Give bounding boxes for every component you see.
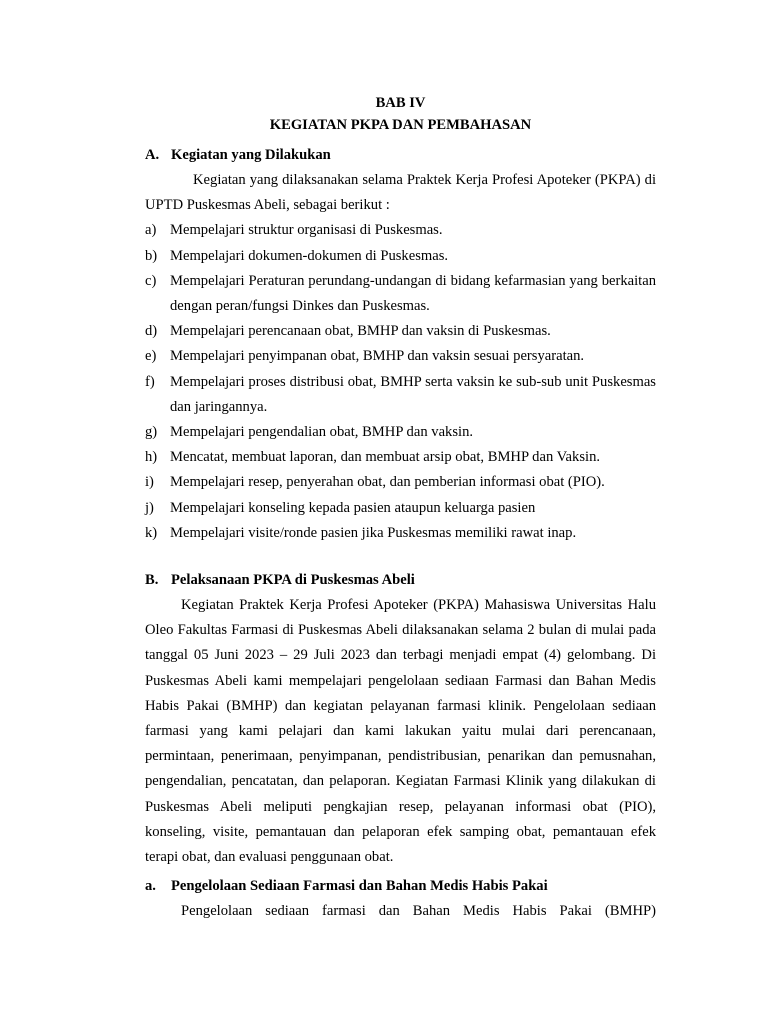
list-item-label: d) <box>145 323 158 340</box>
list-item-label: f) <box>145 373 155 390</box>
list-item <box>145 496 656 521</box>
list-item-label: g) <box>145 424 158 441</box>
document-page <box>145 92 656 924</box>
list-item-label: b) <box>145 247 158 264</box>
list-item <box>145 370 656 420</box>
list-item-label: j) <box>145 499 154 516</box>
list-item <box>145 420 656 445</box>
chapter-number: BAB IV <box>375 95 426 111</box>
list-item-text: Mempelajari proses distribusi obat, BMHP serta vaksin ke sub-sub unit Puskesmas dan jaringannya. <box>170 373 656 415</box>
subsection-a-heading <box>145 874 656 899</box>
list-item <box>145 445 656 470</box>
list-item-text: Mempelajari perencanaan obat, BMHP dan vaksin di Puskesmas. <box>170 323 551 340</box>
list-item <box>145 470 656 495</box>
list-item-label: k) <box>145 524 158 541</box>
list-item-text: Mempelajari resep, penyerahan obat, dan pemberian informasi obat (PIO). <box>170 474 605 491</box>
list-item-label: e) <box>145 348 157 365</box>
list-item-label: h) <box>145 449 158 466</box>
list-item-text: Mempelajari konseling kepada pasien ataupun keluarga pasien <box>170 499 536 516</box>
list-item-text: Mempelajari penyimpanan obat, BMHP dan vaksin sesuai persyaratan. <box>170 348 585 365</box>
list-item <box>145 344 656 369</box>
list-item-text: Mencatat, membuat laporan, dan membuat arsip obat, BMHP dan Vaksin. <box>170 449 601 466</box>
section-a-label: A. <box>145 147 160 163</box>
subsection-a-paragraph: Pengelolaan sediaan farmasi dan Bahan Medis Habis Pakai (BMHP) <box>181 903 656 920</box>
list-item <box>145 244 656 269</box>
list-item-label: a) <box>145 222 157 239</box>
list-item-label: i) <box>145 474 154 491</box>
subsection-a-title: Pengelolaan Sediaan Farmasi dan Bahan Medis Habis Pakai <box>171 878 548 895</box>
chapter-title: KEGIATAN PKPA DAN PEMBAHASAN <box>269 117 532 133</box>
list-item <box>145 521 656 546</box>
section-b-label: B. <box>145 572 159 589</box>
list-item-text: Mempelajari pengendalian obat, BMHP dan vaksin. <box>170 424 474 441</box>
list-item <box>145 319 656 344</box>
section-a-heading <box>145 143 656 168</box>
subsection-a-label: a. <box>145 878 156 895</box>
section-b-paragraph: Kegiatan Praktek Kerja Profesi Apoteker (PKPA) Mahasiswa Universitas Halu Oleo Fakultas Farmasi di Puskesmas Abeli dilaksanakan selama 2 bulan di mulai pada tanggal 05 Juni 2023 – 29 Juli 2023 dan terbagi menjadi empat (4) gelombang. Di Puskesmas Abeli kami mempelajari pengelolaan sediaan Farmasi dan Bahan Medis Habis Pakai (BMHP) dan kegiatan pelayanan farmasi klinik. Pengelolaan sediaan farmasi yang kami pelajari dan kami lakukan yaitu mulai dari perencanaan, permintaan, penerimaan, penyimpanan, pendistribusian, penarikan dan pemusnahan, pengendalian, pencatatan, dan pelaporan. Kegiatan Farmasi Klinik yang dilakukan di Puskesmas Abeli meliputi pengkajian resep, pelayanan informasi obat (PIO), konseling, visite, pemantauan dan pelaporan efek samping obat, pemantauan efek terapi obat, dan evaluasi penggunaan obat. <box>145 597 656 866</box>
section-b-heading <box>145 568 656 593</box>
list-item-text: Mempelajari dokumen-dokumen di Puskesmas. <box>170 247 449 264</box>
section-a-intro: Kegiatan yang dilaksanakan selama Praktek Kerja Profesi Apoteker (PKPA) di UPTD Puskesmas Abeli, sebagai berikut : <box>145 172 656 214</box>
list-item-text: Mempelajari visite/ronde pasien jika Puskesmas memiliki rawat inap. <box>170 524 577 541</box>
list-item <box>145 218 656 243</box>
list-item-text: Mempelajari Peraturan perundang-undangan di bidang kefarmasian yang berkaitan dengan peran/fungsi Dinkes dan Puskesmas. <box>170 272 656 315</box>
list-item-label: c) <box>145 272 157 289</box>
section-b-title: Pelaksanaan PKPA di Puskesmas Abeli <box>171 572 415 589</box>
list-item-text: Mempelajari struktur organisasi di Puskesmas. <box>170 222 443 239</box>
section-a-title: Kegiatan yang Dilakukan <box>171 147 331 163</box>
list-item <box>145 269 656 319</box>
activity-list <box>145 218 656 546</box>
